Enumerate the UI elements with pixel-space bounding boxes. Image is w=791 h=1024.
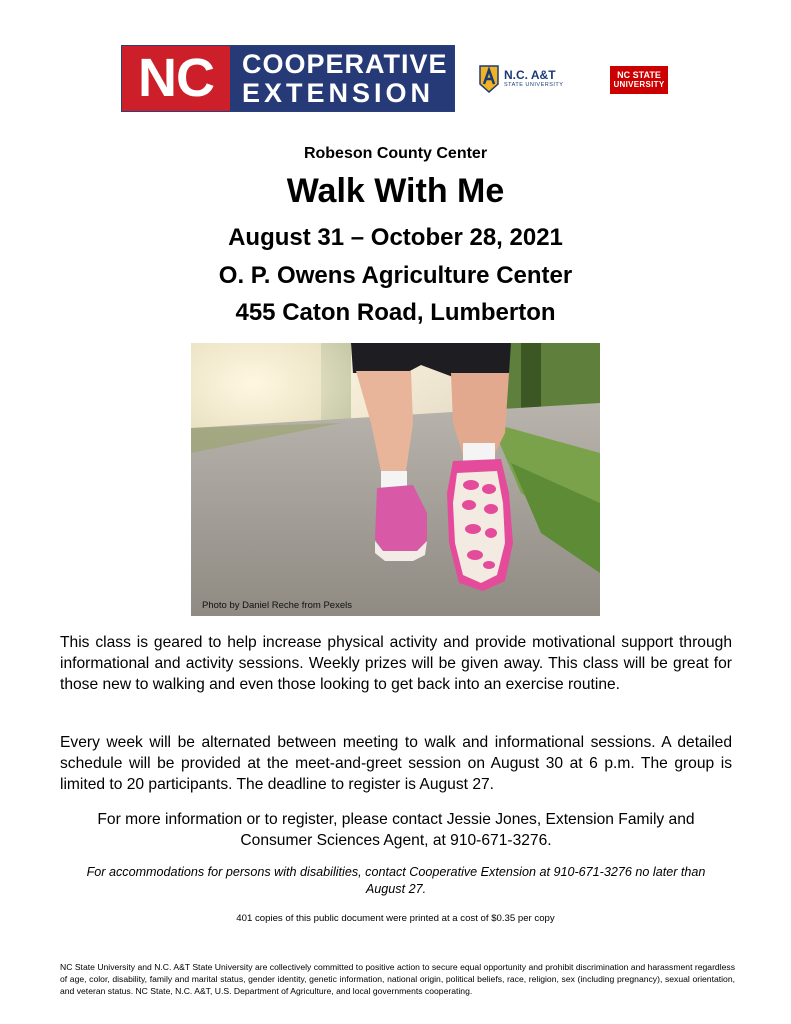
extension-wordmark-line1: COOPERATIVE xyxy=(242,48,448,79)
nondiscrimination-footer: NC State University and N.C. A&T State University are collectively committed to positive action to secure equal opportunity and prohibit discrimination and harassment regardless of age, color, disability, family and marital status, gender identity, genetic information, national origin, political beliefs, race, religion, sex (including pregnancy), sexual orientation, and veteran status. NC State, N.C. A&T, U.S. Department of Agriculture, and local governments cooperating. xyxy=(60,962,735,996)
schedule-paragraph: Every week will be alternated between meeting to walk and informational sessions. A detailed schedule will be provided at the meet-and-greet session on August 30 at 6 p.m. The group is limited to 20 participants. The deadline to register is August 27. xyxy=(60,734,732,793)
extension-wordmark-line2: EXTENSION xyxy=(242,77,435,108)
walking-feet-illustration xyxy=(191,343,600,616)
event-dates: August 31 – October 28, 2021 xyxy=(228,224,563,251)
county-center: Robeson County Center xyxy=(303,145,488,162)
event-venue: O. P. Owens Agriculture Center xyxy=(218,262,573,289)
walking-photo xyxy=(191,343,600,616)
nc-at-name: N.C. A&T xyxy=(504,68,556,82)
contact-paragraph: For more information or to register, please contact Jessie Jones, Extension Family and Consumer Sciences Agent, at 910-671-3276. xyxy=(97,811,695,849)
aggie-emblem-icon xyxy=(478,64,500,94)
nc-state-line1: NC STATE xyxy=(617,70,661,80)
nc-cooperative-extension-logo xyxy=(121,45,455,112)
copies-notice: 401 copies of this public document were printed at a cost of $0.35 per copy xyxy=(236,913,555,924)
nc-logo-abbrev: NC xyxy=(122,46,230,111)
nc-state-line2: UNIVERSITY xyxy=(613,80,665,89)
description-paragraph: This class is geared to help increase physical activity and provide motivational support through informational and activity sessions. Weekly prizes will be given away. This class will be great for those new to walking and even those looking to get back into an exercise routine. xyxy=(60,634,732,693)
page-title: Walk With Me xyxy=(286,172,505,210)
event-address: 455 Caton Road, Lumberton xyxy=(235,299,556,326)
nc-at-logo xyxy=(478,64,578,94)
accommodations-notice: For accommodations for persons with disabilities, contact Cooperative Extension at 910-671-3276 no later than August 27. xyxy=(86,865,706,896)
nc-state-logo xyxy=(610,66,668,94)
extension-wordmark xyxy=(230,46,454,111)
nc-at-subtitle: STATE UNIVERSITY xyxy=(504,82,564,88)
photo-credit: Photo by Daniel Reche from Pexels xyxy=(202,600,352,611)
